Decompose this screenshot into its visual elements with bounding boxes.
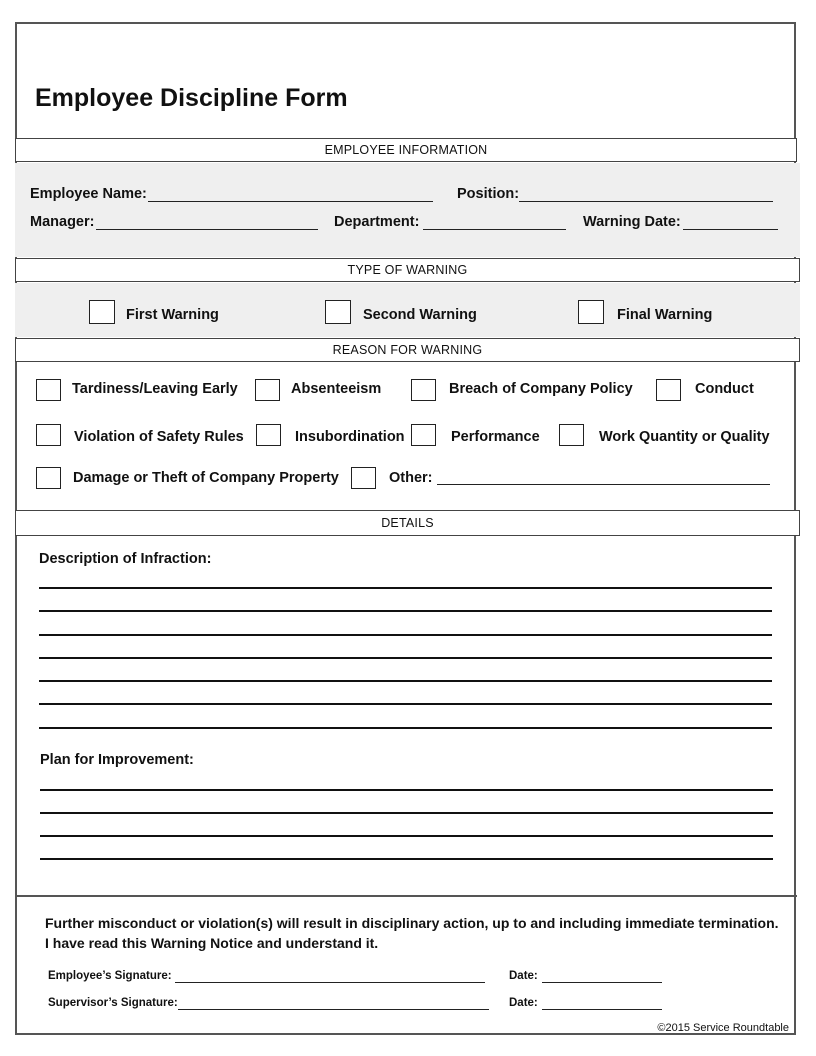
description-label: Description of Infraction:: [39, 551, 212, 567]
supervisor-signature-label: Supervisor’s Signature:: [48, 997, 178, 1009]
final-warning-checkbox[interactable]: [578, 300, 604, 324]
plan-line[interactable]: [40, 789, 773, 791]
other-label: Other:: [389, 470, 433, 486]
department-field[interactable]: [423, 229, 566, 230]
employee-signature-label: Employee’s Signature:: [48, 970, 172, 982]
other-reason-field[interactable]: [437, 484, 770, 485]
tardiness-label: Tardiness/Leaving Early: [72, 381, 238, 397]
description-line[interactable]: [39, 587, 772, 589]
damage-theft-label: Damage or Theft of Company Property: [73, 470, 339, 486]
section-header-employee-information: EMPLOYEE INFORMATION: [15, 138, 797, 162]
plan-line[interactable]: [40, 812, 773, 814]
description-line[interactable]: [39, 680, 772, 682]
absenteeism-checkbox[interactable]: [255, 379, 280, 401]
copyright-notice: ©2015 Service Roundtable: [657, 1022, 789, 1034]
absenteeism-label: Absenteeism: [291, 381, 382, 397]
employee-info-panel: [15, 163, 800, 257]
work-quantity-checkbox[interactable]: [559, 424, 584, 446]
supervisor-signature-field[interactable]: [178, 1009, 489, 1010]
section-header-type-of-warning: TYPE OF WARNING: [15, 258, 800, 282]
acknowledgement-line-2: I have read this Warning Notice and understand it.: [45, 935, 379, 951]
work-quantity-label: Work Quantity or Quality: [599, 429, 770, 445]
acknowledgement-divider: [15, 895, 797, 897]
conduct-checkbox[interactable]: [656, 379, 681, 401]
acknowledgement-line-1: Further misconduct or violation(s) will result in disciplinary action, up to and including immediate termination.: [45, 915, 779, 931]
description-line[interactable]: [39, 727, 772, 729]
warning-date-label: Warning Date:: [583, 214, 681, 230]
employee-signature-field[interactable]: [175, 982, 485, 983]
position-field[interactable]: [519, 201, 773, 202]
final-warning-label: Final Warning: [617, 307, 713, 323]
warning-date-field[interactable]: [683, 229, 778, 230]
description-line[interactable]: [39, 634, 772, 636]
employee-name-label: Employee Name:: [30, 186, 147, 202]
breach-of-policy-label: Breach of Company Policy: [449, 381, 633, 397]
first-warning-label: First Warning: [126, 307, 219, 323]
plan-line[interactable]: [40, 858, 773, 860]
performance-checkbox[interactable]: [411, 424, 436, 446]
damage-theft-checkbox[interactable]: [36, 467, 61, 489]
second-warning-label: Second Warning: [363, 307, 477, 323]
employee-name-field[interactable]: [148, 201, 433, 202]
safety-violation-label: Violation of Safety Rules: [74, 429, 244, 445]
department-label: Department:: [334, 214, 420, 230]
plan-line[interactable]: [40, 835, 773, 837]
conduct-label: Conduct: [695, 381, 754, 397]
employee-date-field[interactable]: [542, 982, 662, 983]
first-warning-checkbox[interactable]: [89, 300, 115, 324]
form-title: Employee Discipline Form: [35, 84, 348, 112]
description-line[interactable]: [39, 703, 772, 705]
plan-label: Plan for Improvement:: [40, 752, 194, 768]
breach-of-policy-checkbox[interactable]: [411, 379, 436, 401]
section-header-details: DETAILS: [15, 510, 800, 536]
supervisor-date-label: Date:: [509, 997, 538, 1009]
description-line[interactable]: [39, 610, 772, 612]
insubordination-label: Insubordination: [295, 429, 405, 445]
second-warning-checkbox[interactable]: [325, 300, 351, 324]
tardiness-checkbox[interactable]: [36, 379, 61, 401]
safety-violation-checkbox[interactable]: [36, 424, 61, 446]
manager-field[interactable]: [96, 229, 318, 230]
position-label: Position:: [457, 186, 520, 202]
employee-date-label: Date:: [509, 970, 538, 982]
description-line[interactable]: [39, 657, 772, 659]
insubordination-checkbox[interactable]: [256, 424, 281, 446]
section-header-reason-for-warning: REASON FOR WARNING: [15, 338, 800, 362]
performance-label: Performance: [451, 429, 540, 445]
manager-label: Manager:: [30, 214, 95, 230]
acknowledgement-text: [45, 913, 790, 953]
other-checkbox[interactable]: [351, 467, 376, 489]
supervisor-date-field[interactable]: [542, 1009, 662, 1010]
